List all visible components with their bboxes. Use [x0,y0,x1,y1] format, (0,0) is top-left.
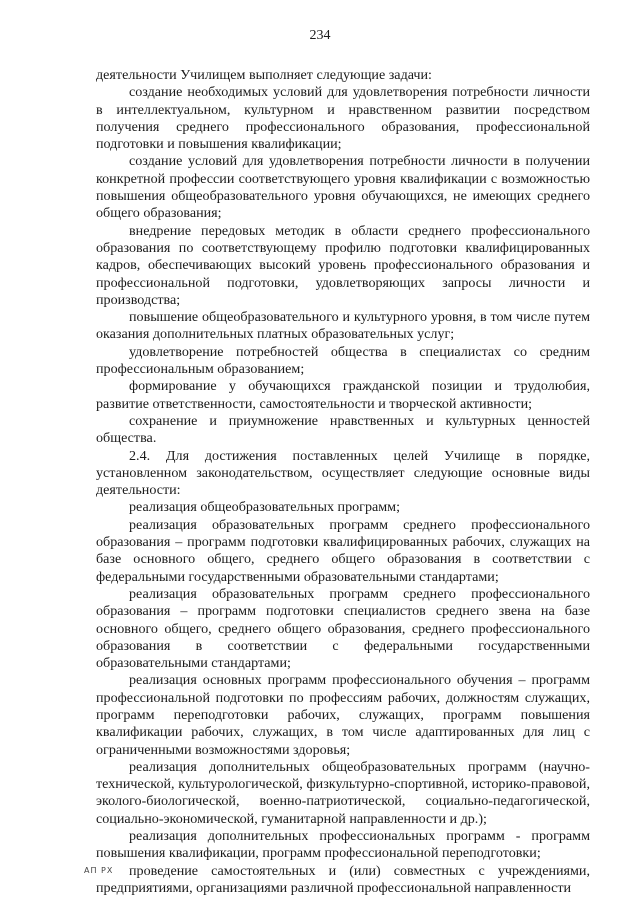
paragraph: создание условий для удовлетворения потребности личности в получении конкретной профессии соответствующего уровня квалификации с возможностью повышения общеобразовательного уровня обучающихся, не имеющих среднего общего образования; [96,153,590,222]
paragraph: формирование у обучающихся гражданской позиции и трудолюбия, развитие ответственности, самостоятельности и творческой активности; [96,378,590,412]
paragraph: удовлетворение потребностей общества в специалистах со средним профессиональным образованием; [96,343,590,378]
paragraph: реализация дополнительных общеобразовательных программ (научно-технической, культурологической, физкультурно-спортивной, историко-правовой, эколого-биологической, военно-патриотической, социально-педагогической, социально-экономической, гуманитарной направленности и др.); [96,758,590,827]
page-number: 234 [309,28,331,43]
paragraph: деятельности Училищем выполняет следующие задачи: [96,67,432,83]
paragraph: 2.4. Для достижения поставленных целей Училище в порядке, установленном законодательством, осуществляет следующие основные виды деятельности: [96,447,590,499]
footer-mark: АП РХ [84,866,114,875]
document-body [96,67,590,897]
paragraph: создание необходимых условий для удовлетворения потребности личности в интеллектуальном, культурном и нравственном развитии посредством получения среднего профессионального образования, профессиональной подготовки и повышения квалификации; [96,84,590,153]
paragraph: внедрение передовых методик в области среднего профессионального образования по соответствующему профилю подготовки квалифицированных кадров, обеспечивающих высокий уровень профессионального образования и профессиональной подготовки, удовлетворяющих запросы личности и производства; [96,222,590,308]
paragraph: реализация образовательных программ среднего профессионального образования – программ подготовки специалистов среднего звена на базе основного общего, среднего общего образования, среднего профессионального образования в соответствии с федеральными государственными образовательными стандартами; [96,585,590,672]
paragraph: реализация общеобразовательных программ; [129,499,401,516]
paragraph: проведение самостоятельных и (или) совместных с учреждениями, предприятиями, организациями различной профессиональной направленности [96,862,590,896]
paragraph: сохранение и приумножение нравственных и культурных ценностей общества. [96,412,590,447]
paragraph: реализация образовательных программ среднего профессионального образования – программ подготовки квалифицированных рабочих, служащих на базе основного общего, среднего общего образования в соответствии с федеральными государственными образовательными стандартами; [96,516,590,585]
paragraph: реализация основных программ профессионального обучения – программ профессиональной подготовки по профессиям рабочих, должностям служащих, программ переподготовки рабочих, служащих, программ повышения квалификации рабочих, служащих, в том числе адаптированных для лиц с ограниченными возможностями здоровья; [96,672,590,758]
paragraph: повышение общеобразовательного и культурного уровня, в том числе путем оказания дополнительных платных образовательных услуг; [96,309,590,343]
paragraph: реализация дополнительных профессиональных программ - программ повышения квалификации, программ профессиональной переподготовки; [96,828,590,862]
